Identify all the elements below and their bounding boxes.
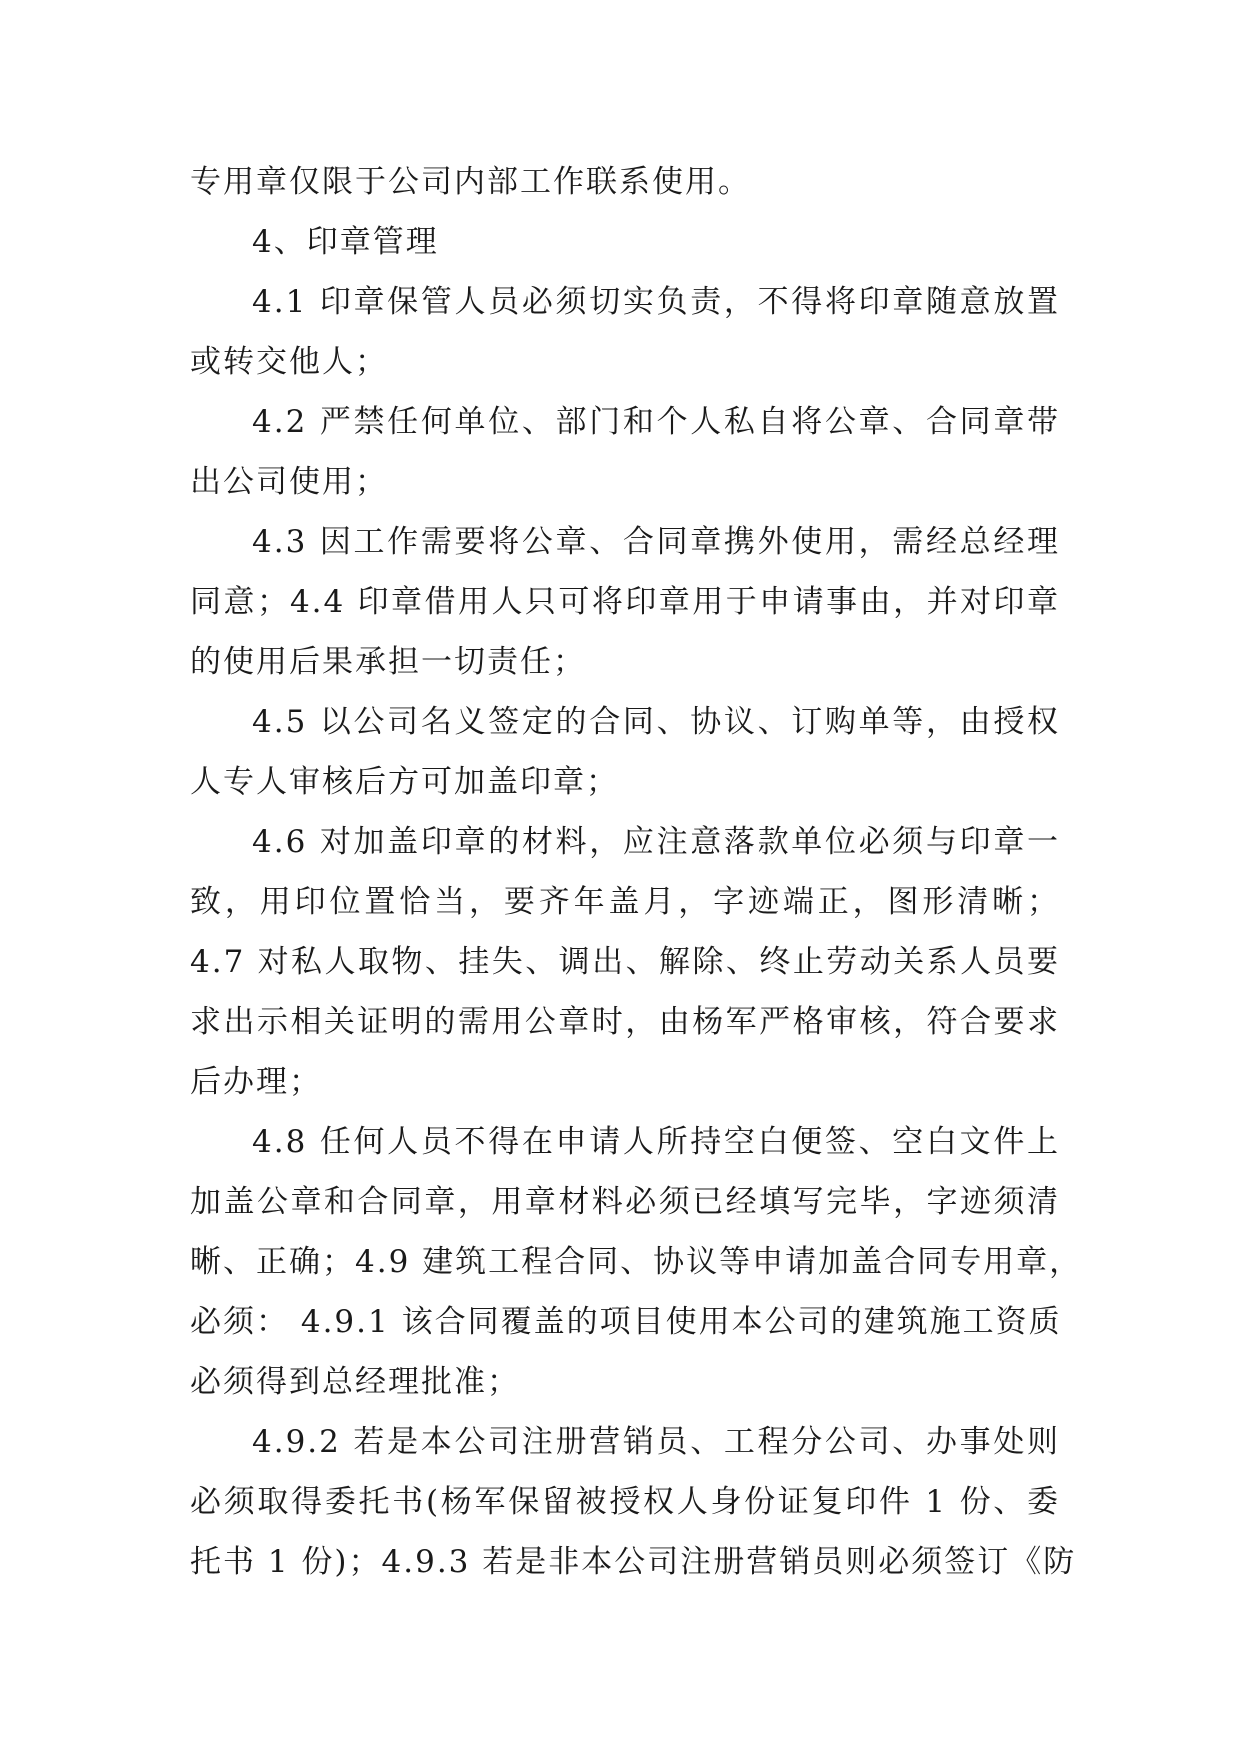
text-line: 4.3 因工作需要将公章、合同章携外使用，需经总经理 bbox=[252, 524, 1060, 560]
text-line: 致，用印位置恰当，要齐年盖月，字迹端正，图形清晰； bbox=[190, 884, 1060, 920]
document-body bbox=[190, 152, 1083, 1592]
text-line: 求出示相关证明的需用公章时，由杨军严格审核，符合要求 bbox=[190, 1004, 1060, 1040]
text-line: 晰、正确；4.9 建筑工程合同、协议等申请加盖合同专用章， bbox=[190, 1244, 1083, 1280]
text-line: 同意；4.4 印章借用人只可将印章用于申请事由，并对印章 bbox=[190, 584, 1060, 620]
text-line: 4.7 对私人取物、挂失、调出、解除、终止劳动关系人员要 bbox=[190, 944, 1060, 980]
text-line: 人专人审核后方可加盖印章； bbox=[190, 764, 619, 800]
section-heading: 4、印章管理 bbox=[252, 224, 439, 260]
text-line: 出公司使用； bbox=[190, 464, 388, 500]
text-line: 加盖公章和合同章，用章材料必须已经填写完毕，字迹须清 bbox=[190, 1184, 1060, 1220]
text-line: 必须得到总经理批准； bbox=[190, 1364, 520, 1400]
text-line: 专用章仅限于公司内部工作联系使用。 bbox=[190, 164, 751, 200]
text-line: 必须取得委托书(杨军保留被授权人身份证复印件 1 份、委 bbox=[190, 1484, 1060, 1520]
text-line: 4.5 以公司名义签定的合同、协议、订购单等，由授权 bbox=[252, 704, 1060, 740]
text-line: 4.9.2 若是本公司注册营销员、工程分公司、办事处则 bbox=[252, 1424, 1060, 1460]
text-line: 必须： 4.9.1 该合同覆盖的项目使用本公司的建筑施工资质 bbox=[190, 1304, 1062, 1340]
text-line: 或转交他人； bbox=[190, 344, 388, 380]
text-line: 托书 1 份)；4.9.3 若是非本公司注册营销员则必须签订《防 bbox=[190, 1544, 1077, 1580]
text-line: 4.6 对加盖印章的材料，应注意落款单位必须与印章一 bbox=[252, 824, 1060, 860]
text-line: 4.1 印章保管人员必须切实负责，不得将印章随意放置 bbox=[252, 284, 1060, 320]
text-line: 4.8 任何人员不得在申请人所持空白便签、空白文件上 bbox=[252, 1124, 1060, 1160]
text-line: 的使用后果承担一切责任； bbox=[190, 644, 586, 680]
text-line: 后办理； bbox=[190, 1064, 322, 1100]
text-line: 4.2 严禁任何单位、部门和个人私自将公章、合同章带 bbox=[252, 404, 1060, 440]
